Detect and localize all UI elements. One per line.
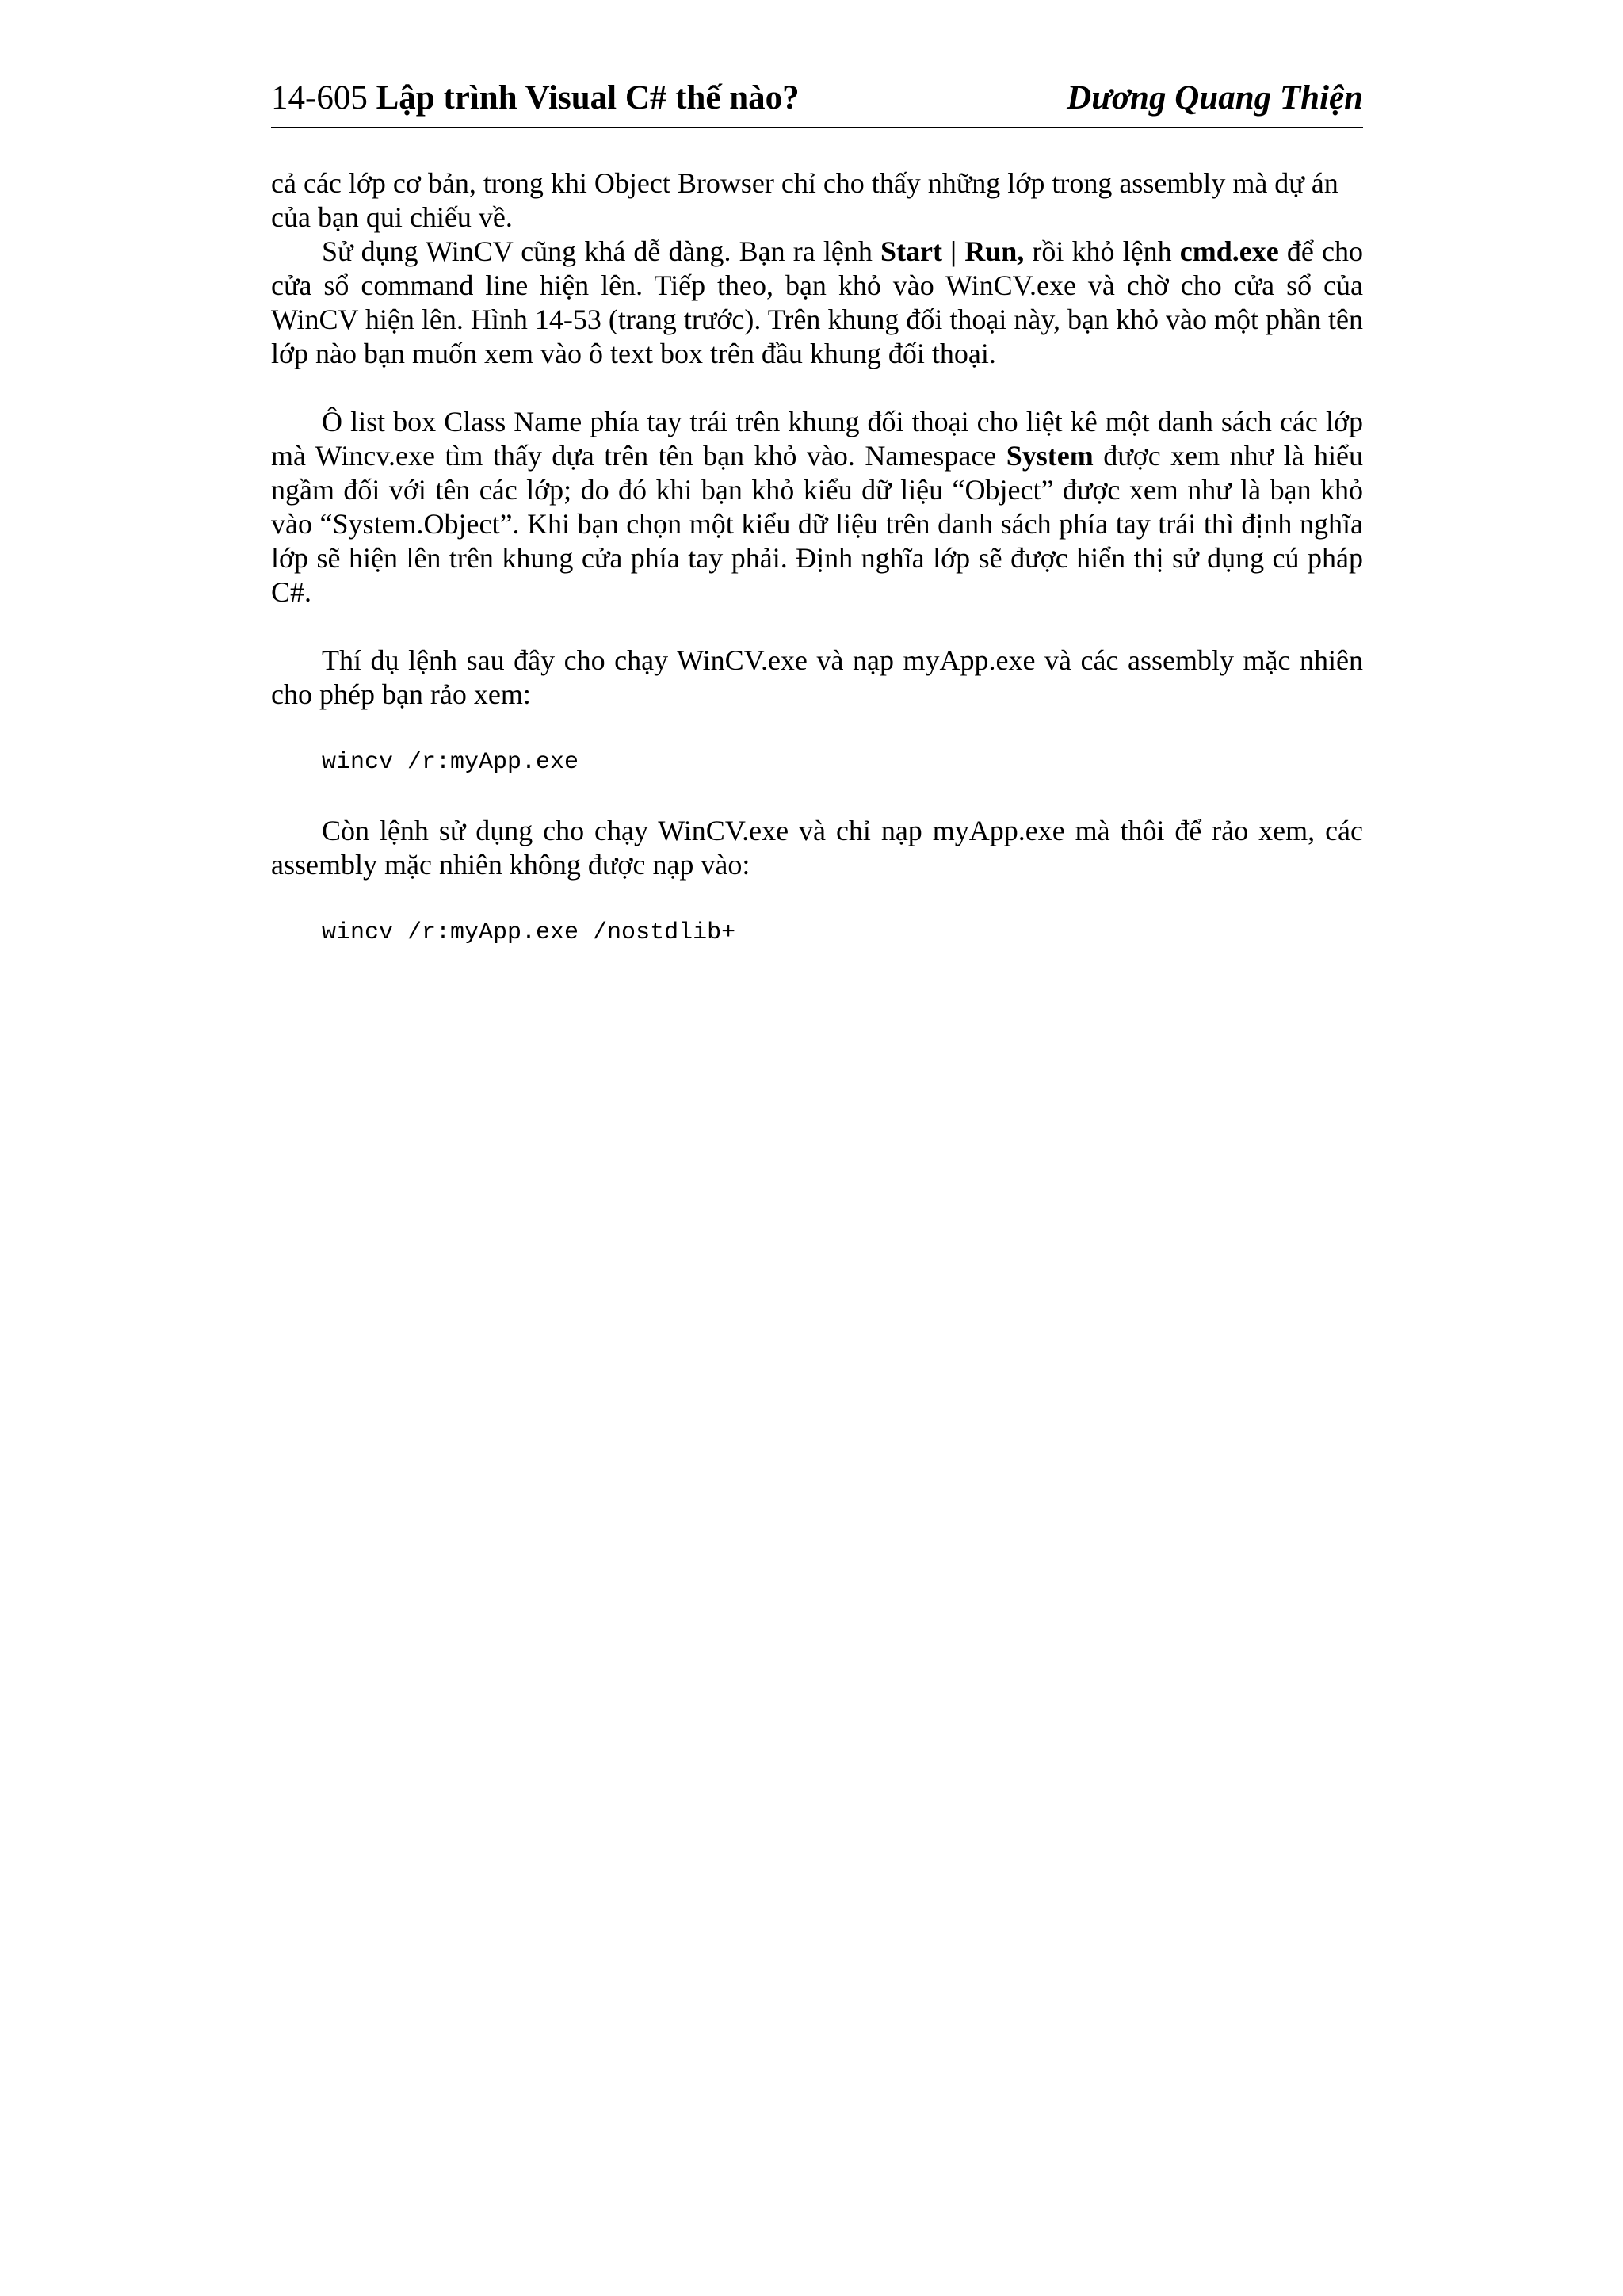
cmd-exe-command: cmd.exe [1179, 235, 1279, 267]
header-left [271, 76, 800, 120]
paragraph-text: Sử dụng WinCV cũng khá dễ dàng. Bạn ra lệnh [322, 235, 881, 267]
paragraph-nostdlib: Còn lệnh sử dụng cho chạy WinCV.exe và chỉ nạp myApp.exe mà thôi để rảo xem, các assembly mặc nhiên không được nạp vào: [271, 815, 1363, 881]
page-number: 14-605 [271, 79, 368, 117]
paragraph-class-name-listbox [271, 405, 1363, 609]
author-name: Dương Quang Thiện [1067, 79, 1363, 117]
paragraph-example-command: Thí dụ lệnh sau đây cho chạy WinCV.exe và nạp myApp.exe và các assembly mặc nhiên cho phép bạn rảo xem: [271, 644, 1363, 710]
page-header [271, 76, 1363, 128]
code-example-1: wincv /r:myApp.exe [322, 749, 579, 776]
paragraph-text: để cho cửa sổ command line hiện lên. Tiếp theo, bạn khỏ vào WinCV.exe và chờ cho cửa sổ của WinCV hiện lên. Hình 14-53 (trang trước). Trên khung đối thoại này, bạn khỏ vào một phần tên lớp nào bạn muốn xem vào ô text box trên đầu khung đối thoại. [271, 235, 1363, 369]
paragraph-text: Ô list box Class Name phía tay trái trên khung đối thoại cho liệt kê một danh sách các lớp mà Wincv.exe tìm thấy dựa trên tên bạn khỏ vào. Namespace [271, 406, 1363, 472]
code-example-2: wincv /r:myApp.exe /nostdlib+ [322, 919, 736, 946]
paragraph-wincv-usage [271, 235, 1363, 371]
page-body [271, 166, 1363, 984]
paragraph-text: được xem như là hiểu ngầm đối với tên các lớp; do đó khi bạn khỏ kiểu dữ liệu “Object” được xem như là bạn khỏ vào “System.Object”. Khi bạn chọn một kiểu dữ liệu trên danh sách phía tay trái thì định nghĩa lớp sẽ hiện lên trên khung cửa phía tay phải. Định nghĩa lớp sẽ được hiển thị sử dụng cú pháp C#. [271, 440, 1363, 608]
system-namespace: System [1006, 440, 1094, 472]
paragraph-text: rồi khỏ lệnh [1024, 235, 1180, 267]
start-run-command: Start | Run, [880, 235, 1025, 267]
paragraph-continuation: cả các lớp cơ bản, trong khi Object Browser chỉ cho thấy những lớp trong assembly mà dự án của bạn qui chiếu về. [271, 167, 1338, 233]
book-title: Lập trình Visual C# thế nào? [376, 79, 800, 117]
